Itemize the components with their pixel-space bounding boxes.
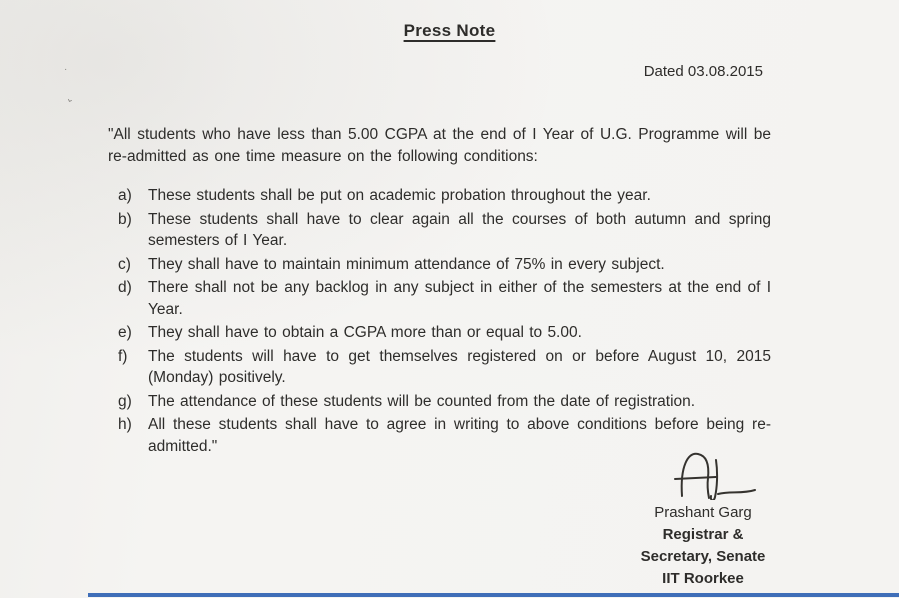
date-line: Dated 03.08.2015 (643, 63, 763, 80)
signature-mark (668, 448, 758, 500)
condition-item-a (108, 185, 771, 207)
condition-label: a) (118, 187, 132, 204)
page-title: Press Note (403, 21, 496, 40)
scan-artifact-mark: ⌄ (64, 92, 77, 107)
condition-text: The attendance of these students will be counted from the date of registration. (148, 392, 696, 410)
condition-label: d) (118, 279, 132, 296)
signatory-name: Prashant Garg (654, 504, 752, 521)
condition-item-g (108, 391, 771, 413)
scan-artifact-dot: · (64, 64, 68, 75)
scan-edge-bottom (88, 593, 899, 597)
condition-label: h) (118, 416, 132, 433)
condition-text: The students will have to get themselves registered on or before August 10, 2015 (Monday) positively. (148, 347, 771, 386)
condition-item-c (108, 254, 771, 276)
condition-text: They shall have to maintain minimum attendance of 75% in every subject. (148, 255, 665, 273)
condition-label: f) (118, 347, 128, 365)
condition-item-b (108, 209, 771, 252)
condition-text: They shall have to obtain a CGPA more than or equal to 5.00. (148, 324, 582, 341)
condition-text: These students shall be put on academic probation throughout the year. (148, 187, 651, 204)
condition-label: g) (118, 392, 132, 410)
condition-item-f (108, 346, 771, 389)
document-body (108, 124, 771, 457)
condition-label: b) (118, 210, 132, 228)
condition-item-d (108, 277, 771, 320)
condition-label: c) (118, 255, 131, 273)
signatory-title-1: Registrar & (662, 526, 744, 543)
condition-item-e (108, 322, 771, 344)
intro-paragraph: "All students who have less than 5.00 CGPA at the end of I Year of U.G. Programme will be re-admitted as one time measure on the following conditions: (108, 126, 771, 165)
signatory-title-2: Secretary, Senate (640, 548, 766, 565)
signature-block (608, 448, 798, 590)
signatory-title-3: IIT Roorkee (662, 570, 744, 587)
condition-text: These students shall have to clear again all the courses of both autumn and spring semesters of I Year. (148, 210, 771, 249)
condition-label: e) (118, 324, 132, 341)
conditions-list (108, 185, 771, 457)
condition-text: There shall not be any backlog in any subject in either of the semesters at the end of I Year. (148, 279, 771, 318)
condition-text: All these students shall have to agree in writing to above conditions before being re-admitted." (148, 416, 771, 455)
